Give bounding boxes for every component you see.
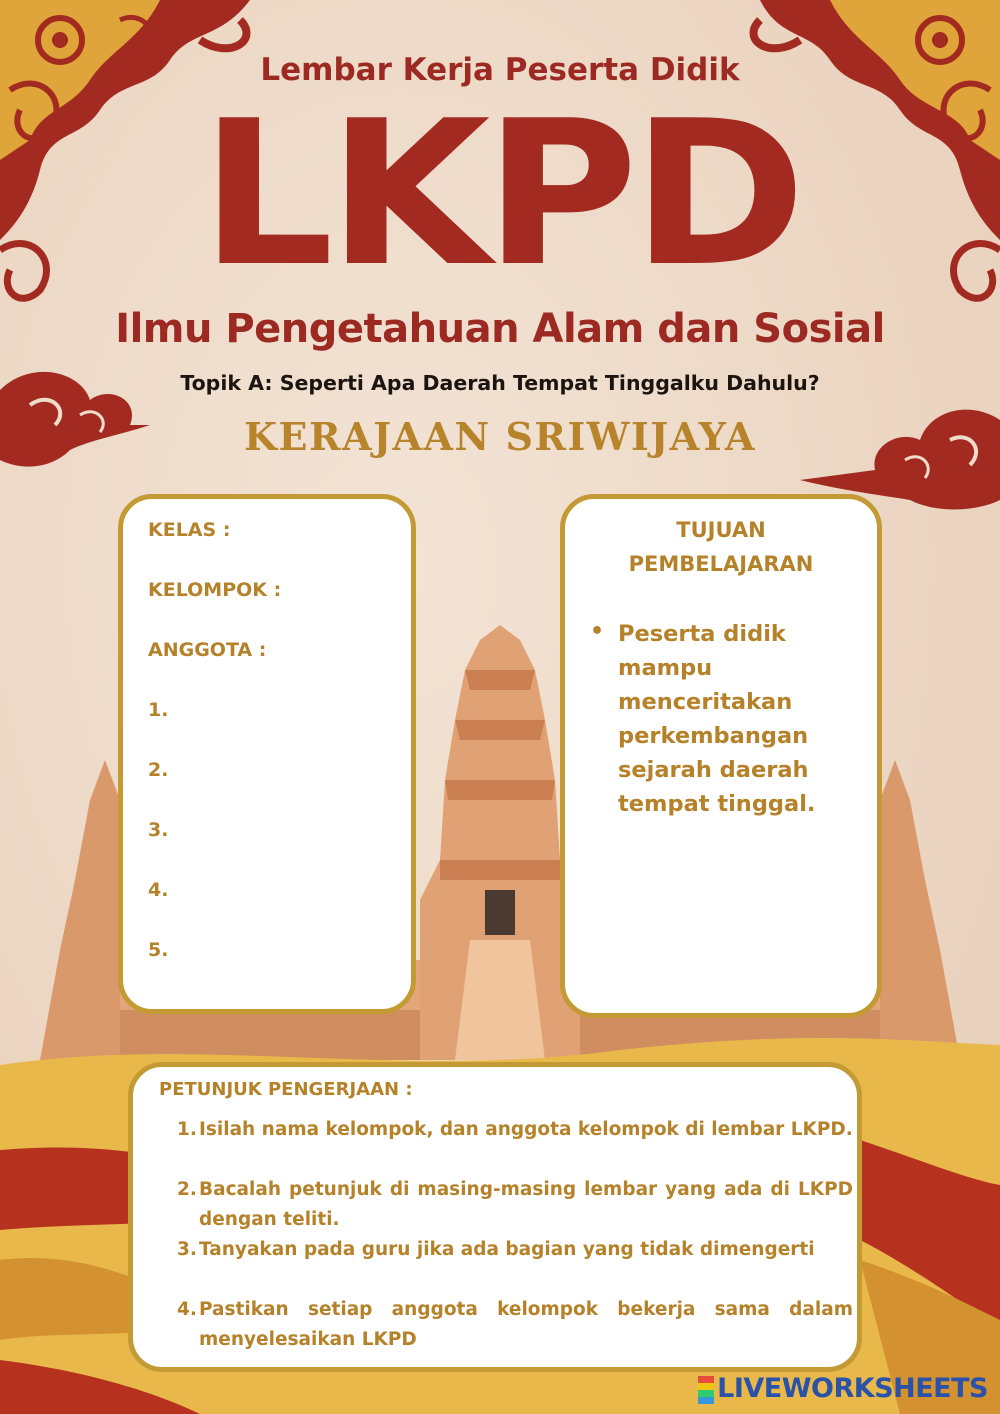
instruction-item <box>177 1295 853 1355</box>
watermark-text: LIVEWORKSHEETS <box>717 1373 988 1404</box>
group-label: KELOMPOK : <box>148 579 282 601</box>
instruction-item <box>177 1235 853 1265</box>
objective-title-line: PEMBELAJARAN <box>628 552 814 576</box>
liveworksheets-watermark[interactable] <box>698 1373 988 1404</box>
instruction-text: Bacalah petunjuk di masing-masing lembar yang ada di LKPD dengan teliti. <box>199 1179 853 1230</box>
learning-objective-card <box>560 494 882 1018</box>
instructions-title: PETUNJUK PENGERJAAN : <box>159 1079 413 1100</box>
kingdom-title: KERAJAAN SRIWIJAYA <box>244 414 756 459</box>
member-number: 4. <box>148 879 169 901</box>
identity-card <box>118 494 416 1014</box>
member-number: 5. <box>148 939 169 961</box>
instructions-card <box>128 1062 862 1372</box>
instruction-item <box>177 1115 853 1145</box>
objective-text: Peserta didik mampu menceritakan perkembangan sejarah daerah tempat tinggal. <box>618 621 816 817</box>
instruction-number: 4. <box>177 1299 197 1320</box>
member-number: 3. <box>148 819 169 841</box>
subject-title: Ilmu Pengetahuan Alam dan Sosial <box>115 306 885 352</box>
member-number: 2. <box>148 759 169 781</box>
instruction-number: 1. <box>177 1119 197 1140</box>
instruction-number: 3. <box>177 1239 197 1260</box>
bullet-icon: • <box>590 619 605 644</box>
members-label: ANGGOTA : <box>148 639 267 661</box>
instruction-text: Isilah nama kelompok, dan anggota kelompok di lembar LKPD. <box>199 1119 853 1140</box>
worksheet-title: LKPD <box>200 78 800 311</box>
instruction-number: 2. <box>177 1179 197 1200</box>
objective-title-line: TUJUAN <box>676 518 766 542</box>
worksheet-subtitle: Lembar Kerja Peserta Didik <box>260 52 740 88</box>
member-number: 1. <box>148 699 169 721</box>
instruction-text: Tanyakan pada guru jika ada bagian yang tidak dimengerti <box>199 1239 815 1260</box>
instruction-item <box>177 1175 853 1235</box>
objective-title <box>565 513 877 581</box>
instruction-text: Pastikan setiap anggota kelompok bekerja sama dalam menyelesaikan LKPD <box>199 1299 853 1350</box>
topic-heading: Topik A: Seperti Apa Daerah Tempat Tinggalku Dahulu? <box>180 371 820 395</box>
liveworksheets-logo-icon <box>698 1376 714 1404</box>
class-label: KELAS : <box>148 519 231 541</box>
